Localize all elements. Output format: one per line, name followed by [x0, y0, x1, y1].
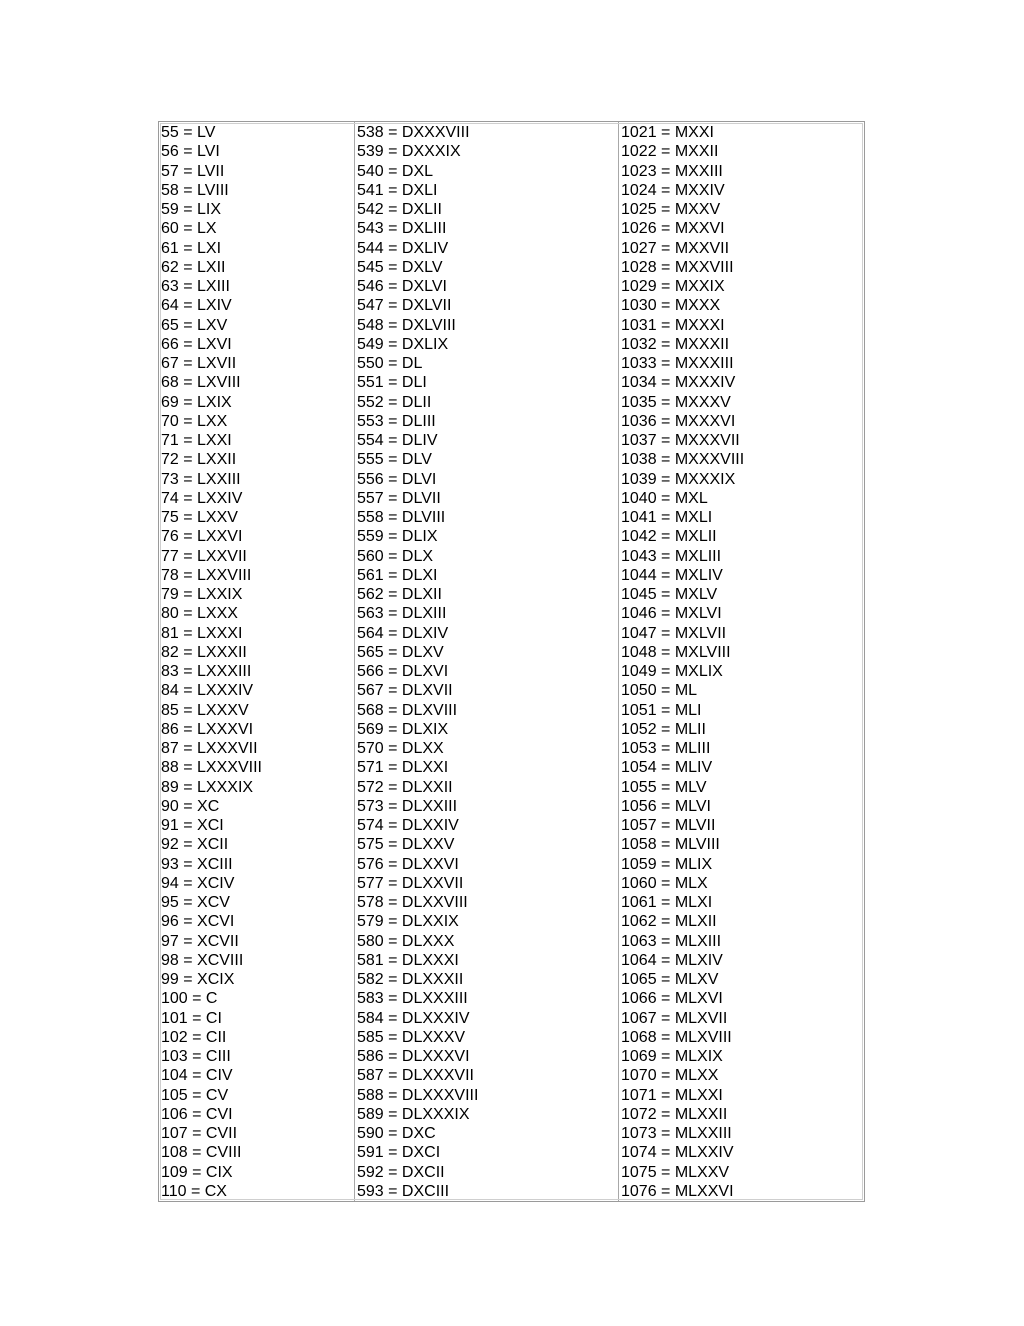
table-cell: 1028 = MXXVIII — [621, 258, 734, 276]
table-cell: 1052 = MLII — [621, 720, 706, 738]
table-cell: 77 = LXXVII — [161, 547, 247, 565]
table-cell: 1051 = MLI — [621, 701, 702, 719]
table-cell: 73 = LXXIII — [161, 470, 241, 488]
table-cell: 1059 = MLIX — [621, 855, 713, 873]
table-cell: 65 = LXV — [161, 316, 228, 334]
table-cell: 572 = DLXXII — [357, 778, 453, 796]
table-cell: 592 = DXCII — [357, 1163, 445, 1181]
table-cell: 559 = DLIX — [357, 528, 438, 546]
table-cell: 104 = CIV — [161, 1067, 233, 1085]
table-cell: 1063 = MLXIII — [621, 932, 722, 950]
table-cell: 1056 = MLVI — [621, 797, 711, 815]
table-cell: 56 = LVI — [161, 143, 220, 161]
table-cell: 590 = DXC — [357, 1125, 436, 1142]
table-cell: 563 = DLXIII — [357, 605, 447, 623]
table-cell: 89 = LXXXIX — [161, 778, 254, 796]
table-cell: 1073 = MLXXIII — [621, 1125, 732, 1142]
table-cell: 573 = DLXXIII — [357, 797, 458, 815]
table-cell: 1047 = MXLVII — [621, 624, 727, 642]
table-cell: 548 = DXLVIII — [357, 316, 456, 334]
table-cell: 1035 = MXXXV — [621, 393, 731, 411]
table-cell: 1032 = MXXXII — [621, 335, 730, 353]
table-cell: 544 = DXLIV — [357, 239, 449, 257]
table-cell: 1076 = MLXXVI — [621, 1182, 734, 1200]
table-cell: 62 = LXII — [161, 258, 226, 276]
table-cell: 1075 = MLXXV — [621, 1163, 730, 1181]
table-cell: 555 = DLV — [357, 451, 432, 469]
table-cell: 554 = DLIV — [357, 432, 438, 449]
table-cell: 90 = XC — [161, 797, 220, 815]
table-cell: 1054 = MLIV — [621, 759, 713, 777]
table-cell: 92 = XCII — [161, 836, 229, 854]
table-cell: 81 = LXXXI — [161, 624, 243, 642]
table-cell: 71 = LXXI — [161, 432, 232, 449]
table-cell: 1027 = MXXVII — [621, 239, 730, 257]
table-cell: 1025 = MXXV — [621, 201, 721, 218]
table-cell: 97 = XCVII — [161, 932, 239, 950]
table-column-1 — [159, 122, 355, 1201]
table-cell: 1026 = MXXVI — [621, 220, 725, 238]
table-column-2 — [355, 122, 619, 1201]
table-cell: 84 = LXXXIV — [161, 682, 254, 700]
table-cell: 1071 = MLXXI — [621, 1086, 723, 1104]
table-cell: 105 = CV — [161, 1086, 229, 1104]
table-cell: 66 = LXVI — [161, 335, 232, 353]
table-cell: 1057 = MLVII — [621, 817, 716, 834]
table-cell: 1041 = MXLI — [621, 509, 713, 526]
table-cell: 583 = DLXXXIII — [357, 990, 468, 1008]
table-cell: 102 = CII — [161, 1028, 227, 1046]
table-cell: 556 = DLVI — [357, 470, 437, 488]
table-cell: 1069 = MLXIX — [621, 1048, 723, 1065]
table-column-3 — [619, 122, 864, 1201]
table-cell: 58 = LVIII — [161, 181, 229, 199]
table-cell: 103 = CIII — [161, 1048, 231, 1065]
table-cell: 549 = DXLIX — [357, 335, 449, 353]
table-cell: 67 = LXVII — [161, 355, 237, 372]
table-cell: 576 = DLXXVI — [357, 855, 459, 873]
table-cell: 1043 = MXLIII — [621, 547, 722, 565]
table-cell: 557 = DLVII — [357, 489, 441, 507]
table-cell: 1062 = MLXII — [621, 913, 717, 931]
table-cell: 59 = LIX — [161, 201, 222, 218]
table-cell: 1055 = MLV — [621, 778, 707, 796]
table-cell: 79 = LXXIX — [161, 586, 243, 603]
table-cell: 580 = DLXXX — [357, 932, 455, 950]
table-cell: 1022 = MXXII — [621, 143, 719, 161]
table-cell: 575 = DLXXV — [357, 836, 455, 854]
table-cell: 64 = LXIV — [161, 297, 232, 315]
table-cell: 1029 = MXXIX — [621, 278, 725, 295]
table-cell: 1060 = MLX — [621, 874, 708, 892]
table-cell: 562 = DLXII — [357, 586, 442, 603]
table-cell: 550 = DL — [357, 355, 423, 372]
table-cell: 545 = DXLV — [357, 258, 443, 276]
table-cell: 584 = DLXXXIV — [357, 1009, 470, 1027]
table-cell: 108 = CVIII — [161, 1144, 242, 1162]
table-cell: 1033 = MXXXIII — [621, 355, 734, 372]
table-cell: 567 = DLXVII — [357, 682, 453, 700]
table-cell: 1072 = MLXXII — [621, 1105, 728, 1123]
table-cell: 542 = DXLII — [357, 201, 442, 218]
table-cell: 553 = DLIII — [357, 412, 436, 430]
table-cell: 565 = DLXV — [357, 643, 444, 661]
table-cell: 100 = C — [161, 990, 218, 1008]
table-cell: 587 = DLXXXVII — [357, 1067, 474, 1085]
table-cell: 1066 = MLXVI — [621, 990, 723, 1008]
table-cell: 95 = XCV — [161, 894, 230, 911]
table-cell: 543 = DXLIII — [357, 220, 447, 238]
table-cell: 1068 = MLXVIII — [621, 1028, 732, 1046]
table-cell: 1048 = MXLVIII — [621, 643, 731, 661]
table-cell: 538 = DXXXVIII — [357, 124, 470, 141]
table-cell: 1074 = MLXXIV — [621, 1144, 734, 1162]
table-cell: 558 = DLVIII — [357, 509, 446, 526]
table-cell: 1023 = MXXIII — [621, 162, 723, 180]
table-cell: 547 = DXLVII — [357, 297, 452, 315]
table-cell: 68 = LXVIII — [161, 374, 241, 392]
table-cell: 1021 = MXXI — [621, 124, 714, 141]
table-cell: 76 = LXXVI — [161, 528, 243, 546]
table-cell: 101 = CI — [161, 1009, 222, 1027]
table-cell: 86 = LXXXVI — [161, 720, 254, 738]
table-cell: 586 = DLXXXVI — [357, 1048, 470, 1065]
table-cell: 551 = DLI — [357, 374, 427, 392]
table-cell: 579 = DLXXIX — [357, 913, 459, 931]
table-cell: 109 = CIX — [161, 1163, 233, 1181]
table-cell: 1046 = MXLVI — [621, 605, 722, 623]
table-cell: 93 = XCIII — [161, 855, 233, 873]
table-cell: 69 = LXIX — [161, 393, 232, 411]
table-cell: 546 = DXLVI — [357, 278, 447, 295]
table-cell: 1042 = MXLII — [621, 528, 717, 546]
table-cell: 1053 = MLIII — [621, 740, 711, 757]
table-cell: 570 = DLXX — [357, 740, 444, 757]
table-cell: 83 = LXXXIII — [161, 663, 252, 680]
table-cell: 1065 = MLXV — [621, 971, 719, 988]
table-cell: 577 = DLXXVII — [357, 874, 464, 892]
table-cell: 1040 = MXL — [621, 489, 708, 507]
table-cell: 561 = DLXI — [357, 566, 438, 584]
table-cell: 588 = DLXXXVIII — [357, 1086, 479, 1104]
table-cell: 107 = CVII — [161, 1125, 238, 1142]
table-cell: 578 = DLXXVIII — [357, 894, 468, 911]
table-cell: 1067 = MLXVII — [621, 1009, 728, 1027]
table-cell: 593 = DXCIII — [357, 1182, 450, 1200]
table-cell: 1039 = MXXXIX — [621, 470, 736, 488]
table-cell: 1024 = MXXIV — [621, 181, 725, 199]
table-cell: 1034 = MXXXIV — [621, 374, 736, 392]
table-cell: 1064 = MLXIV — [621, 951, 723, 969]
table-cell: 571 = DLXXI — [357, 759, 449, 777]
table-cell: 1061 = MLXI — [621, 894, 713, 911]
table-cell: 91 = XCI — [161, 817, 224, 834]
table-cell: 63 = LXIII — [161, 278, 230, 295]
table-cell: 585 = DLXXXV — [357, 1028, 466, 1046]
table-cell: 1058 = MLVIII — [621, 836, 720, 854]
table-cell: 568 = DLXVIII — [357, 701, 458, 719]
table-cell: 569 = DLXIX — [357, 720, 449, 738]
table-cell: 1031 = MXXXI — [621, 316, 725, 334]
table-cell: 540 = DXL — [357, 162, 434, 180]
table-cell: 1036 = MXXXVI — [621, 412, 736, 430]
table-cell: 85 = LXXXV — [161, 701, 249, 719]
table-cell: 87 = LXXXVII — [161, 740, 258, 757]
table-cell: 106 = CVI — [161, 1105, 233, 1123]
table-cell: 96 = XCVI — [161, 913, 235, 931]
table-cell: 74 = LXXIV — [161, 489, 243, 507]
table-cell: 88 = LXXXVIII — [161, 759, 262, 777]
table-cell: 82 = LXXXII — [161, 643, 247, 661]
table-cell: 75 = LXXV — [161, 509, 238, 526]
table-cell: 539 = DXXXIX — [357, 143, 461, 161]
table-cell: 70 = LXX — [161, 412, 228, 430]
table-cell: 61 = LXI — [161, 239, 222, 257]
table-cell: 60 = LX — [161, 220, 217, 238]
table-cell: 1050 = ML — [621, 682, 698, 700]
table-cell: 110 = CX — [161, 1182, 227, 1200]
table-cell: 55 = LV — [161, 124, 216, 141]
table-cell: 94 = XCIV — [161, 874, 235, 892]
table-cell: 78 = LXXVIII — [161, 566, 252, 584]
table-cell: 566 = DLXVI — [357, 663, 449, 680]
table-cell: 582 = DLXXXII — [357, 971, 464, 988]
table-cell: 589 = DLXXXIX — [357, 1105, 470, 1123]
table-cell: 1037 = MXXXVII — [621, 432, 740, 449]
table-cell: 1045 = MXLV — [621, 586, 718, 603]
table-cell: 99 = XCIX — [161, 971, 235, 988]
table-cell: 1038 = MXXXVIII — [621, 451, 745, 469]
table-cell: 574 = DLXXIV — [357, 817, 459, 834]
table-cell: 541 = DXLI — [357, 181, 438, 199]
table-cell: 1030 = MXXX — [621, 297, 721, 315]
table-cell: 564 = DLXIV — [357, 624, 449, 642]
table-cell: 98 = XCVIII — [161, 951, 244, 969]
table-cell: 581 = DLXXXI — [357, 951, 459, 969]
table-cell: 72 = LXXII — [161, 451, 237, 469]
table-cell: 560 = DLX — [357, 547, 434, 565]
roman-numeral-table — [158, 121, 865, 1202]
table-cell: 1070 = MLXX — [621, 1067, 719, 1085]
table-cell: 1044 = MXLIV — [621, 566, 723, 584]
table-cell: 57 = LVII — [161, 162, 225, 180]
table-cell: 80 = LXXX — [161, 605, 238, 623]
table-cell: 552 = DLII — [357, 393, 432, 411]
table-cell: 591 = DXCI — [357, 1144, 441, 1162]
table-cell: 1049 = MXLIX — [621, 663, 723, 680]
